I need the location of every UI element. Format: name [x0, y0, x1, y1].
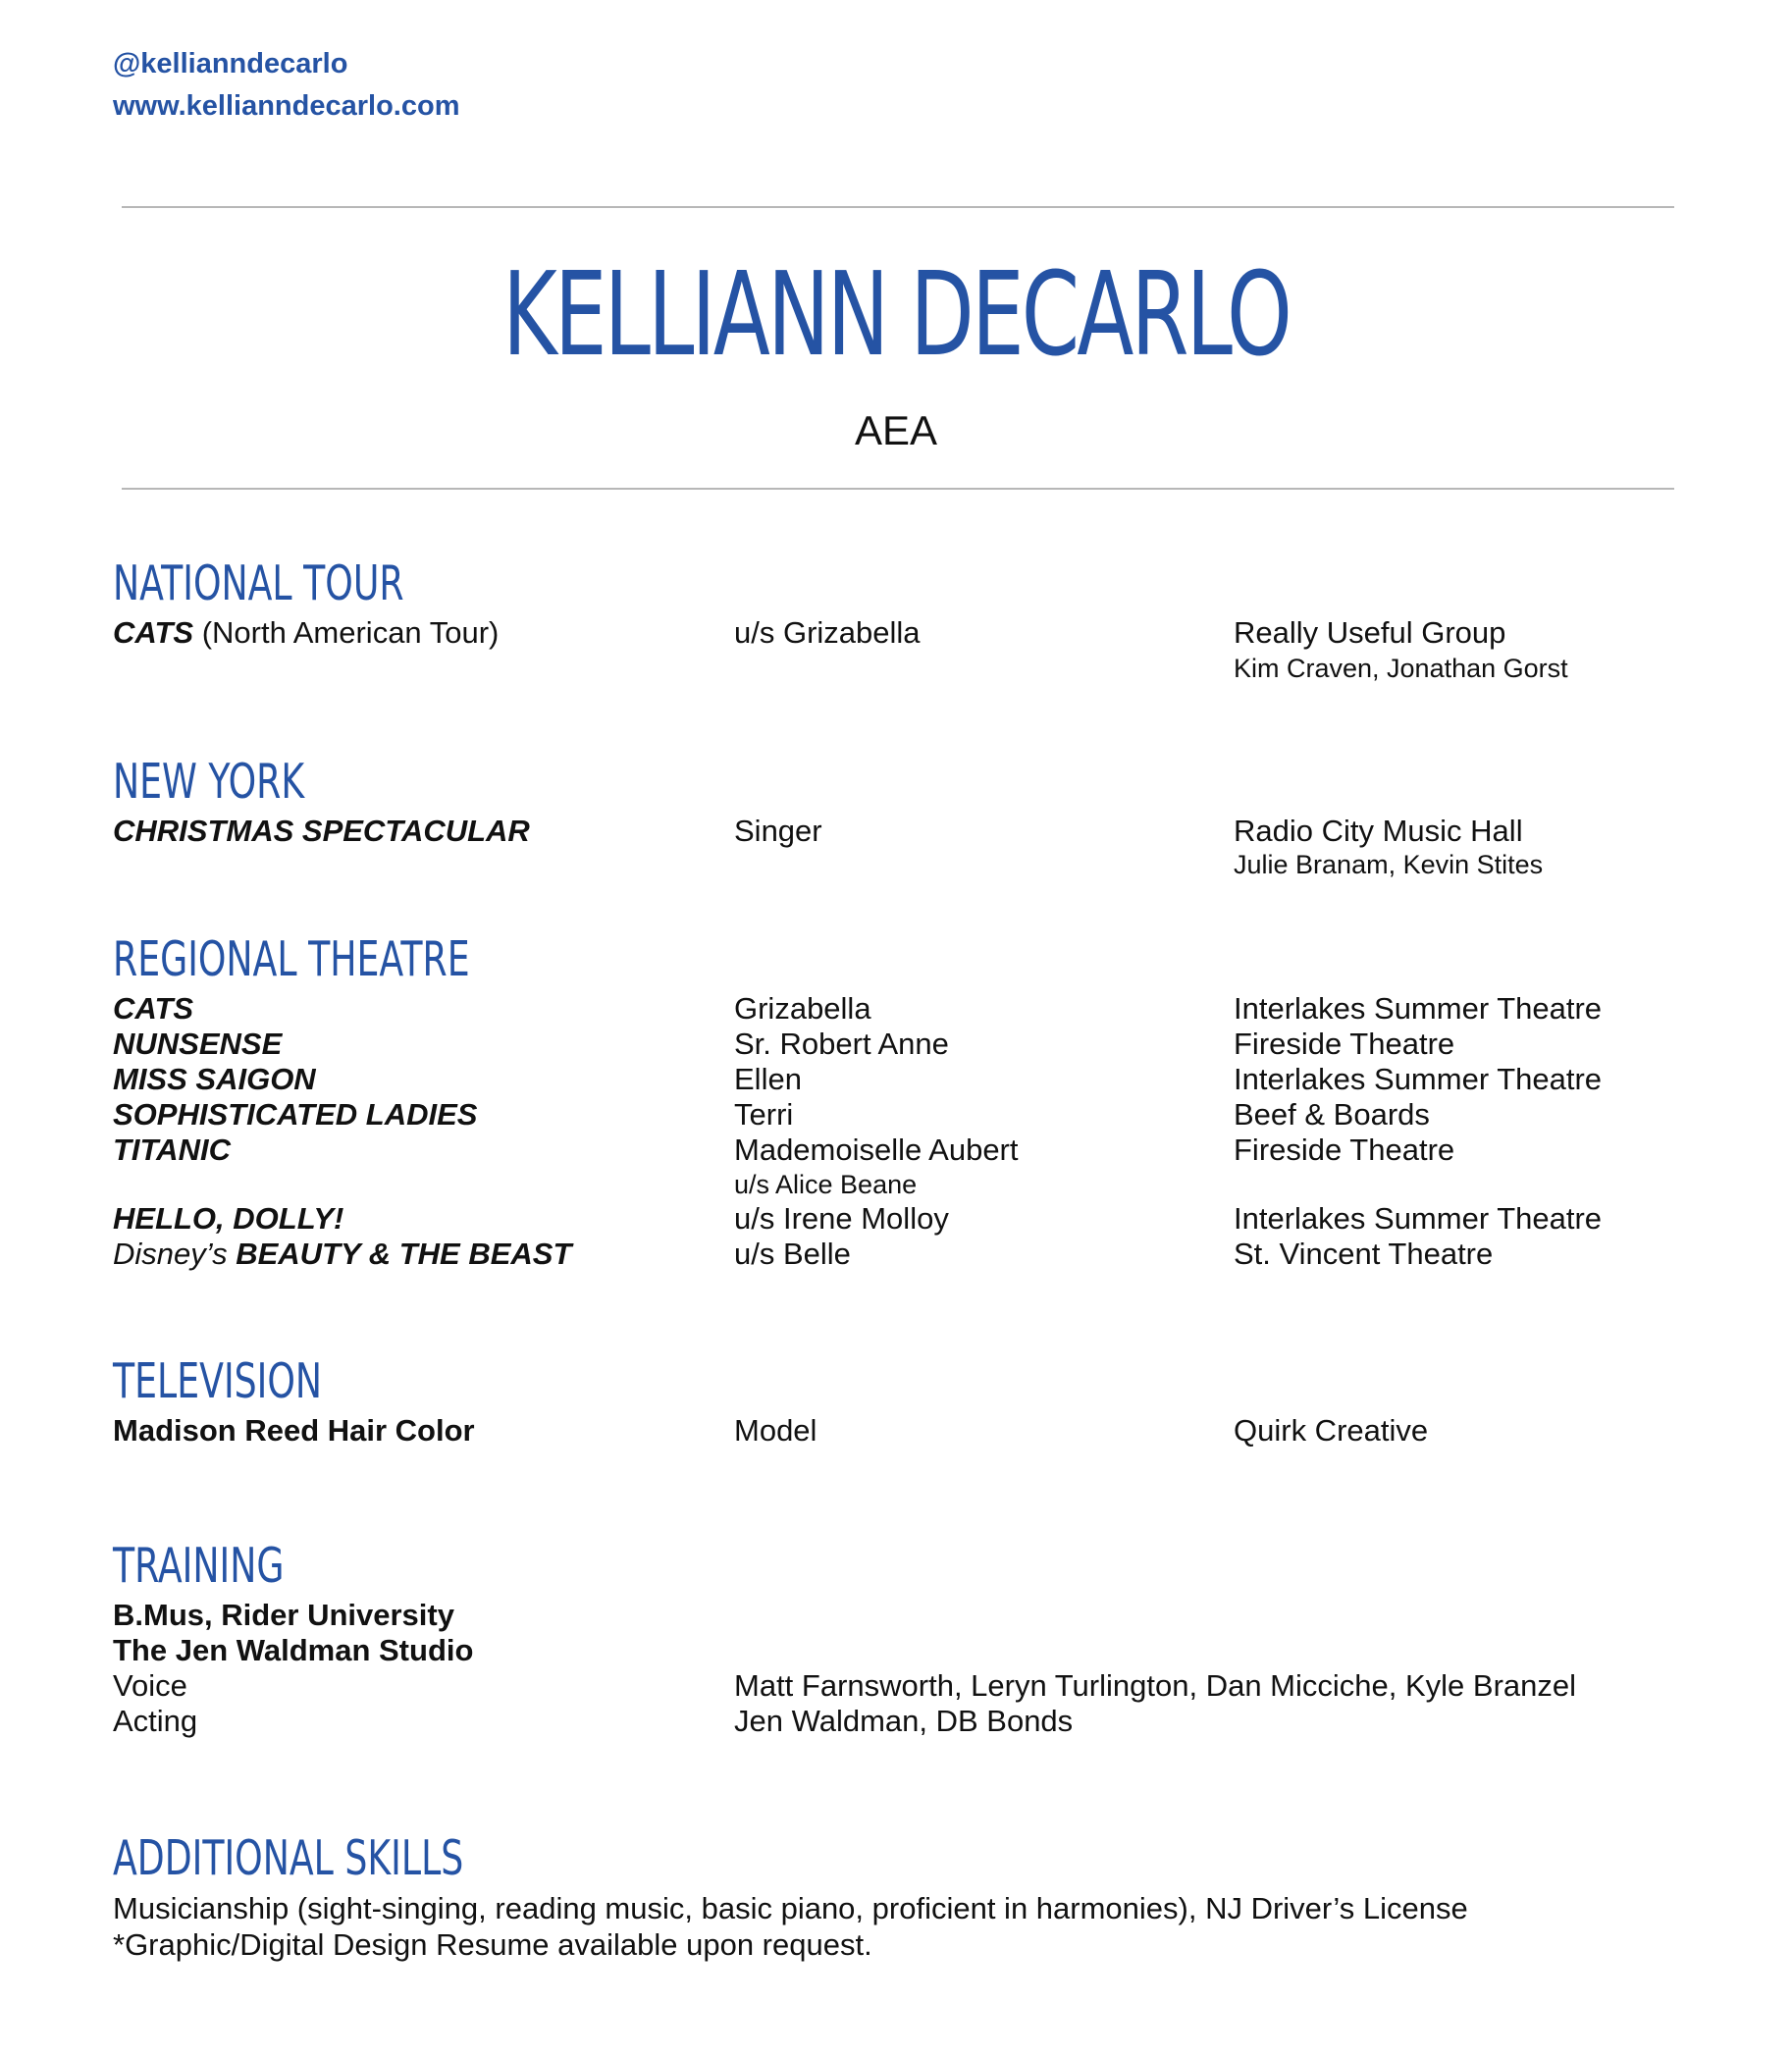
training-row — [113, 1704, 1683, 1739]
credit-row — [113, 1097, 1683, 1133]
role: Singer — [734, 814, 822, 848]
instagram-handle[interactable]: @kellianndecarlo — [113, 48, 348, 79]
company: Quirk Creative — [1234, 1413, 1429, 1448]
credits: Kim Craven, Jonathan Gorst — [1234, 654, 1568, 683]
skills-line: Musicianship (sight-singing, reading music, basic piano, proficient in harmonies), NJ Driver’s License — [113, 1891, 1468, 1925]
show-title — [113, 1237, 571, 1272]
top-divider — [122, 206, 1674, 208]
show-title: SOPHISTICATED LADIES — [113, 1097, 478, 1132]
header-divider — [122, 488, 1674, 490]
discipline-label: Voice — [113, 1668, 187, 1703]
role: u/s Belle — [734, 1237, 851, 1271]
theatre: Interlakes Summer Theatre — [1234, 1062, 1603, 1096]
credit-row — [113, 991, 1683, 1027]
theatre: St. Vincent Theatre — [1234, 1237, 1494, 1271]
credit-row — [113, 1201, 1683, 1237]
role: u/s Irene Molloy — [734, 1201, 949, 1236]
teachers: Jen Waldman, DB Bonds — [734, 1704, 1074, 1738]
theatre: Fireside Theatre — [1234, 1133, 1455, 1167]
role: Model — [734, 1413, 817, 1448]
contact-block — [113, 43, 459, 128]
theatre: Interlakes Summer Theatre — [1234, 991, 1603, 1026]
theatre: Fireside Theatre — [1234, 1027, 1455, 1061]
tv-title: Madison Reed Hair Color — [113, 1413, 475, 1448]
show-name: BEAUTY & THE BEAST — [236, 1237, 572, 1271]
show-note: (North American Tour) — [193, 615, 500, 650]
section-national-tour — [113, 554, 1683, 686]
section-heading: NATIONAL TOUR — [113, 555, 404, 611]
show-title: NUNSENSE — [113, 1027, 283, 1061]
role: Ellen — [734, 1062, 802, 1096]
section-television — [113, 1352, 1683, 1449]
section-heading: ADDITIONAL SKILLS — [113, 1830, 464, 1886]
theatre: Beef & Boards — [1234, 1097, 1430, 1132]
section-heading: TELEVISION — [113, 1353, 323, 1409]
show-title: HELLO, DOLLY! — [113, 1201, 344, 1236]
credit-row — [113, 1027, 1683, 1062]
skills-note: *Graphic/Digital Design Resume available upon request. — [113, 1927, 872, 1962]
credit-row — [113, 1413, 1683, 1449]
union-affiliation: AEA — [854, 407, 938, 453]
training-row — [113, 1668, 1683, 1704]
credit-subrow — [113, 651, 1683, 686]
role: Mademoiselle Aubert — [734, 1133, 1019, 1167]
show-title: TITANIC — [113, 1133, 231, 1167]
credit-row — [113, 1237, 1683, 1272]
role: u/s Grizabella — [734, 615, 921, 650]
role: Terri — [734, 1097, 794, 1132]
credits: Julie Branam, Kevin Stites — [1234, 850, 1544, 879]
show-prefix: Disney’s — [113, 1237, 237, 1271]
company: Really Useful Group — [1234, 615, 1506, 650]
website-link[interactable]: www.kellianndecarlo.com — [113, 90, 460, 122]
section-heading: TRAINING — [113, 1538, 285, 1594]
degree: B.Mus, Rider University — [113, 1598, 454, 1632]
show-name: CATS — [113, 615, 194, 650]
section-heading: NEW YORK — [113, 754, 305, 810]
section-regional-theatre — [113, 930, 1683, 1272]
discipline-label: Acting — [113, 1704, 198, 1738]
show-title: CHRISTMAS SPECTACULAR — [113, 814, 530, 848]
teachers: Matt Farnsworth, Leryn Turlington, Dan Micciche, Kyle Branzel — [734, 1668, 1577, 1703]
section-new-york — [113, 753, 1683, 880]
understudy-note: u/s Alice Beane — [734, 1170, 918, 1199]
credit-subrow — [113, 849, 1683, 880]
training-row — [113, 1598, 1683, 1633]
credit-row — [113, 1062, 1683, 1097]
section-additional-skills — [113, 1829, 1683, 1963]
theatre: Interlakes Summer Theatre — [1234, 1201, 1603, 1236]
credit-row — [113, 814, 1683, 849]
show-title: MISS SAIGON — [113, 1062, 316, 1096]
section-heading: REGIONAL THEATRE — [113, 931, 470, 987]
training-row — [113, 1633, 1683, 1668]
credit-row — [113, 615, 1683, 651]
venue: Radio City Music Hall — [1234, 814, 1523, 848]
studio: The Jen Waldman Studio — [113, 1633, 474, 1667]
performer-name: KELLIANN DECARLO — [501, 246, 1291, 382]
credit-subrow — [113, 1168, 1683, 1201]
role: Sr. Robert Anne — [734, 1027, 949, 1061]
credit-row — [113, 1133, 1683, 1168]
show-title: CATS — [113, 991, 194, 1026]
section-training — [113, 1537, 1683, 1739]
show-title — [113, 615, 499, 651]
role: Grizabella — [734, 991, 871, 1026]
